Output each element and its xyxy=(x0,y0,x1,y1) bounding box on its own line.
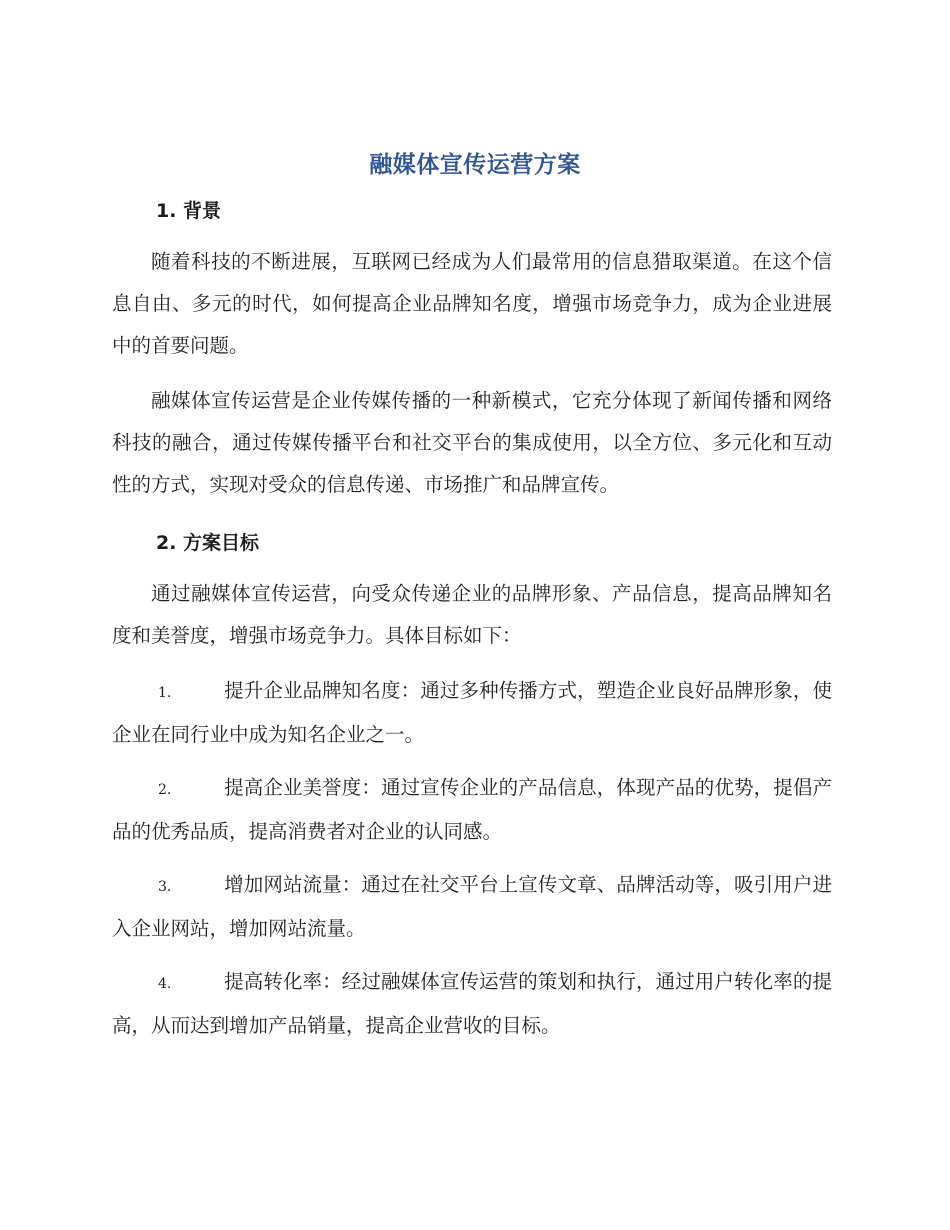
background-paragraph-1: 随着科技的不断进展，互联网已经成为人们最常用的信息猎取渠道。在这个信息自由、多元的时代，如何提高企业品牌知名度，增强市场竞争力，成为企业进展中的首要问题。 xyxy=(112,250,832,357)
document-title: 融媒体宣传运营方案 xyxy=(369,152,581,178)
goal-list-item xyxy=(112,767,832,853)
background-paragraph-2: 融媒体宣传运营是企业传媒传播的一种新模式，它充分体现了新闻传播和网络科技的融合，通过传媒传播平台和社交平台的集成使用，以全方位、多元化和互动性的方式，实现对受众的信息传递、市场推广和品牌宣传。 xyxy=(112,389,832,496)
goal-item-text: 提高转化率：经过融媒体宣传运营的策划和执行，通过用户转化率的提高，从而达到增加产品销量，提高企业营收的目标。 xyxy=(112,970,832,1037)
goal-list-item xyxy=(112,670,832,756)
goal-item-number: 1. xyxy=(158,685,172,701)
goal-item-number: 3. xyxy=(158,879,172,895)
goal-item-text: 提升企业品牌知名度：通过多种传播方式，塑造企业良好品牌形象，使企业在同行业中成为知名企业之一。 xyxy=(112,679,832,746)
goal-list-item xyxy=(112,864,832,950)
goal-item-number: 4. xyxy=(158,976,172,992)
goal-list-item xyxy=(112,961,832,1047)
section-heading-goals: 2. 方案目标 xyxy=(156,532,260,554)
goal-item-text: 增加网站流量：通过在社交平台上宣传文章、品牌活动等，吸引用户进入企业网站，增加网站流量。 xyxy=(112,873,832,940)
goal-item-text: 提高企业美誉度：通过宣传企业的产品信息，体现产品的优势，提倡产品的优秀品质，提高消费者对企业的认同感。 xyxy=(112,776,832,843)
goal-item-number: 2. xyxy=(158,782,172,798)
section-heading-background: 1. 背景 xyxy=(156,200,222,222)
goals-intro-paragraph: 通过融媒体宣传运营，向受众传递企业的品牌形象、产品信息，提高品牌知名度和美誉度，增强市场竞争力。具体目标如下： xyxy=(112,582,832,647)
